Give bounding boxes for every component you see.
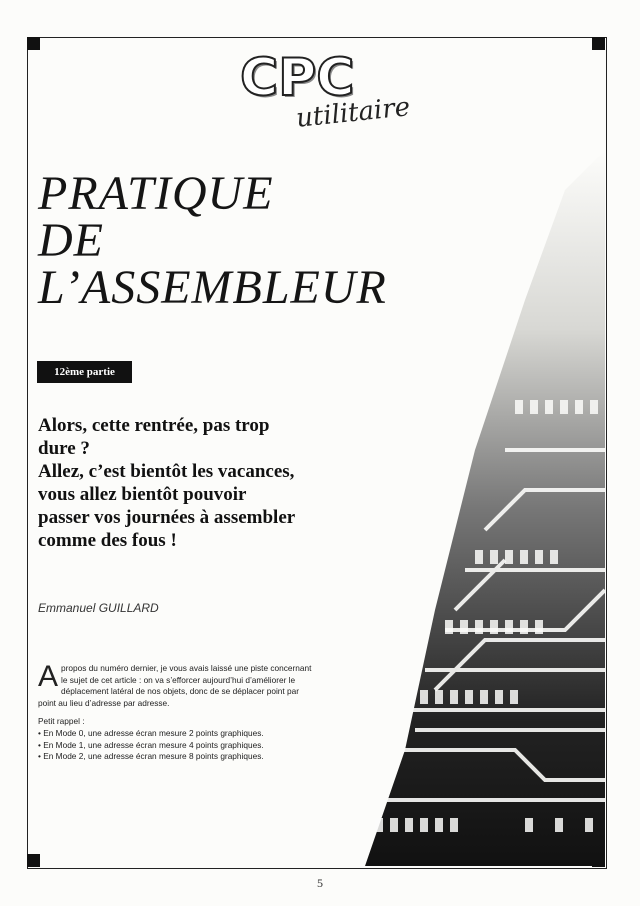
rappel-heading: Petit rappel : [38,716,85,727]
intro-line-3: Allez, c’est bientôt les vacances, [38,461,295,482]
intro-line-4: vous allez bientôt pouvoir [38,484,247,505]
circuit-board-illustration [365,150,605,866]
part-badge: 12ème partie [37,361,132,383]
bullet-mode-1: • En Mode 1, une adresse écran mesure 4 points graphiques. [38,739,264,750]
intro-line-1: Alors, cette rentrée, pas trop [38,415,270,436]
cpc-logo: CPC [240,48,355,108]
bullet-mode-2: • En Mode 2, une adresse écran mesure 8 points graphiques. [38,751,264,762]
paragraph-1 [38,660,313,709]
intro-line-2: dure ? [38,438,90,459]
drop-cap: A [38,660,59,693]
intro-lead [38,414,368,552]
article-body [38,660,313,763]
intro-line-5: passer vos journées à assembler [38,507,296,528]
title-line-2: DE [38,214,104,267]
paragraph-1-text: propos du numéro dernier, je vous avais laissé une piste concernant le sujet de cet article : on va s’efforcer aujourd’hui d’améliorer le déplacement latéral de nos objets, donc de se déplacer point par point au lieu d’adresse par adresse. [38,663,312,708]
page-number: 5 [317,876,323,890]
corner-mark-bottom-left [27,854,40,867]
author-byline: Emmanuel GUILLARD [38,601,159,615]
title-line-3: L’ASSEMBLEUR [38,261,387,314]
corner-mark-top-right [592,37,605,50]
intro-line-6: comme des fous ! [38,530,177,551]
bullet-mode-0: • En Mode 0, une adresse écran mesure 2 points graphiques. [38,727,264,738]
article-title [38,167,387,314]
section-label: utilitaire [294,92,412,134]
title-line-1: PRATIQUE [38,167,274,220]
corner-mark-top-left [27,37,40,50]
